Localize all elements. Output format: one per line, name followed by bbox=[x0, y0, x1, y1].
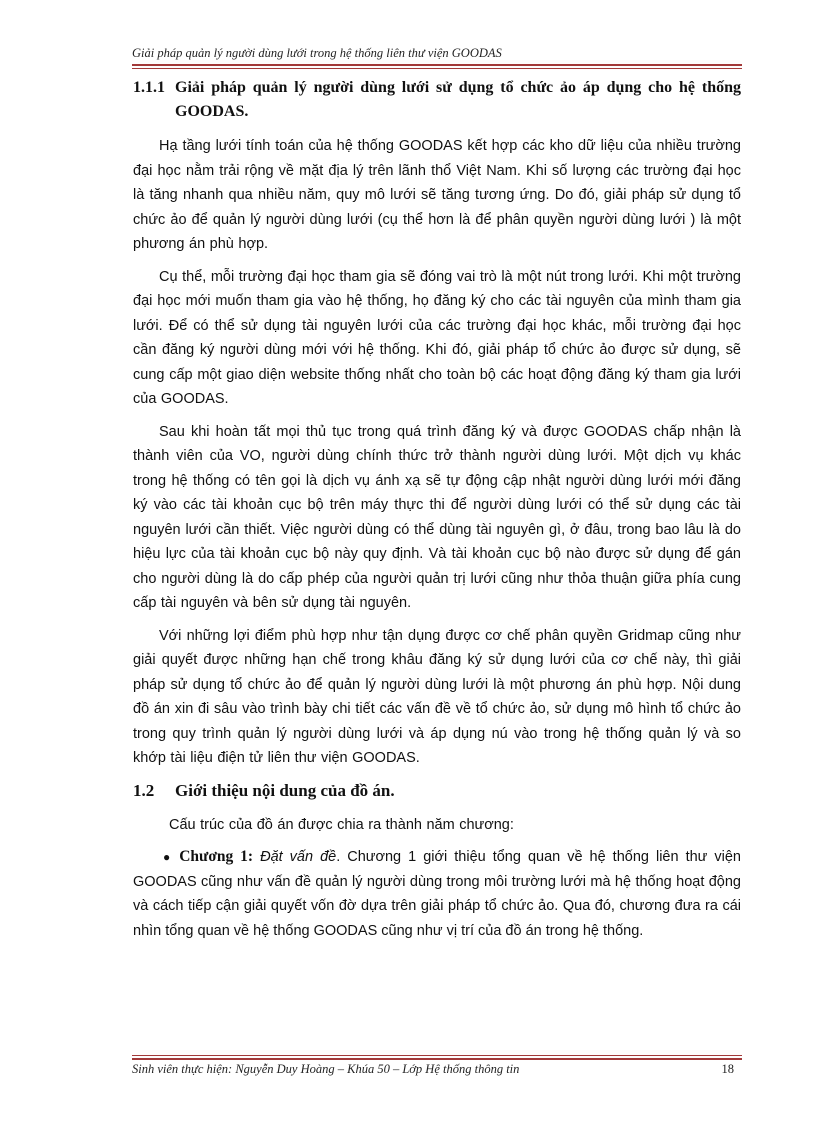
section-heading-1-2 bbox=[133, 779, 741, 803]
chapter-description: . Chương 1 giới thiệu tổng quan về hệ thống liên thư viện GOODAS cũng như vấn đề quản lý người dùng trong môi trường lưới mà hệ thống hoạt động và cách tiếp cận giải quyết vốn đờ dựa trên giải pháp tổ chức ảo. Qua đó, chương đưa ra cái nhìn tổng quan về hệ thống GOODAS cũng như vị trí của đồ án trong hệ thống. bbox=[133, 849, 741, 939]
paragraph: Cụ thể, mỗi trường đại học tham gia sẽ đóng vai trò là một nút trong lưới. Khi một trường đại học mới muốn tham gia vào hệ thống, họ đăng ký cho các tài nguyên của mình tham gia lưới. Để có thể sử dụng tài nguyên lưới của các trường đại học khác, mỗi trường đại học cần đăng ký người dùng mới với hệ thống. Khi đó, giải pháp tổ chức ảo được sử dụng, sẽ cung cấp một giao diện website thống nhất cho toàn bộ các hoạt động đăng ký tham gia lưới của GOODAS. bbox=[133, 268, 741, 407]
paragraph: Sau khi hoàn tất mọi thủ tục trong quá trình đăng ký và được GOODAS chấp nhận là thành viên của VO, người dùng chính thức trở thành người dùng lưới. Một dịch vụ khác trong hệ thống có tên gọi là dịch vụ ánh xạ sẽ tự động cập nhật người dùng lưới mới đăng ký vào các tài khoản cục bộ trên máy thực thi để người dùng lưới có thể sử dụng các tài nguyên lưới cần thiết. Việc người dùng có thể dùng tài nguyên gì, ở đâu, trong bao lâu là do hiệu lực của tài khoản cục bộ này quy định. Và tài khoản cục bộ nào được sử dụng để gán cho người dùng là do cấp phép của người quản trị lưới cũng như thỏa thuận giữa phía cung cấp tài nguyên và bên sử dụng tài nguyên. bbox=[133, 423, 741, 611]
header-rule bbox=[132, 64, 742, 69]
footer-author: Sinh viên thực hiện: Nguyễn Duy Hoàng – Khúa 50 – Lớp Hệ thống thông tin bbox=[132, 1062, 520, 1076]
intro-paragraph: Cấu trúc của đồ án được chia ra thành năm chương: bbox=[169, 816, 514, 833]
running-header: Giải pháp quản lý người dùng lưới trong hệ thống liên thư viện GOODAS bbox=[132, 46, 502, 60]
chapter-list-item bbox=[133, 845, 741, 943]
section-title: Giải pháp quản lý người dùng lưới sử dụng tổ chức ảo áp dụng cho hệ thống GOODAS. bbox=[175, 79, 741, 120]
page-number: 18 bbox=[721, 1062, 734, 1076]
section-title: Giới thiệu nội dung của đồ án. bbox=[175, 780, 395, 800]
chapter-label: Chương 1: bbox=[179, 848, 254, 865]
section-heading-1-1-1 bbox=[133, 76, 741, 124]
section-number: 1.2 bbox=[133, 780, 155, 800]
section-number: 1.1.1 bbox=[133, 79, 165, 96]
running-footer bbox=[132, 1062, 742, 1077]
footer-rule bbox=[132, 1055, 742, 1060]
page-body bbox=[133, 76, 741, 943]
paragraph: Với những lợi điểm phù hợp như tận dụng được cơ chế phân quyền Gridmap cũng như giải quyết được những hạn chế trong khâu đăng ký sử dụng lưới của cơ chế này, thì giải pháp sử dụng tổ chức ảo để quản lý người dùng lưới là một phương án phù hợp. Nội dung đồ án xin đi sâu vào trình bày chi tiết các vấn đề về tổ chức ảo, sử dụng mô hình tổ chức ảo trong quy trình quản lý người dùng lưới và áp dụng nú vào trong hệ thống quản lý và so khớp tài liệu điện tử liên thư viện GOODAS. bbox=[133, 627, 741, 766]
paragraph: Hạ tầng lưới tính toán của hệ thống GOODAS kết hợp các kho dữ liệu của nhiều trường đại học nằm trải rộng về mặt địa lý trên lãnh thổ Việt Nam. Khi số lượng các trường đại học là tăng nhanh qua nhiều năm, quy mô lưới sẽ tăng tương ứng. Do đó, giải pháp sử dụng tổ chức ảo để quản lý người dùng lưới (cụ thể hơn là để phân quyền người dùng lưới ) là một phương án phù hợp. bbox=[133, 138, 741, 252]
bullet-icon: ● bbox=[163, 850, 174, 864]
chapter-title: Đặt vấn đề bbox=[260, 849, 337, 865]
